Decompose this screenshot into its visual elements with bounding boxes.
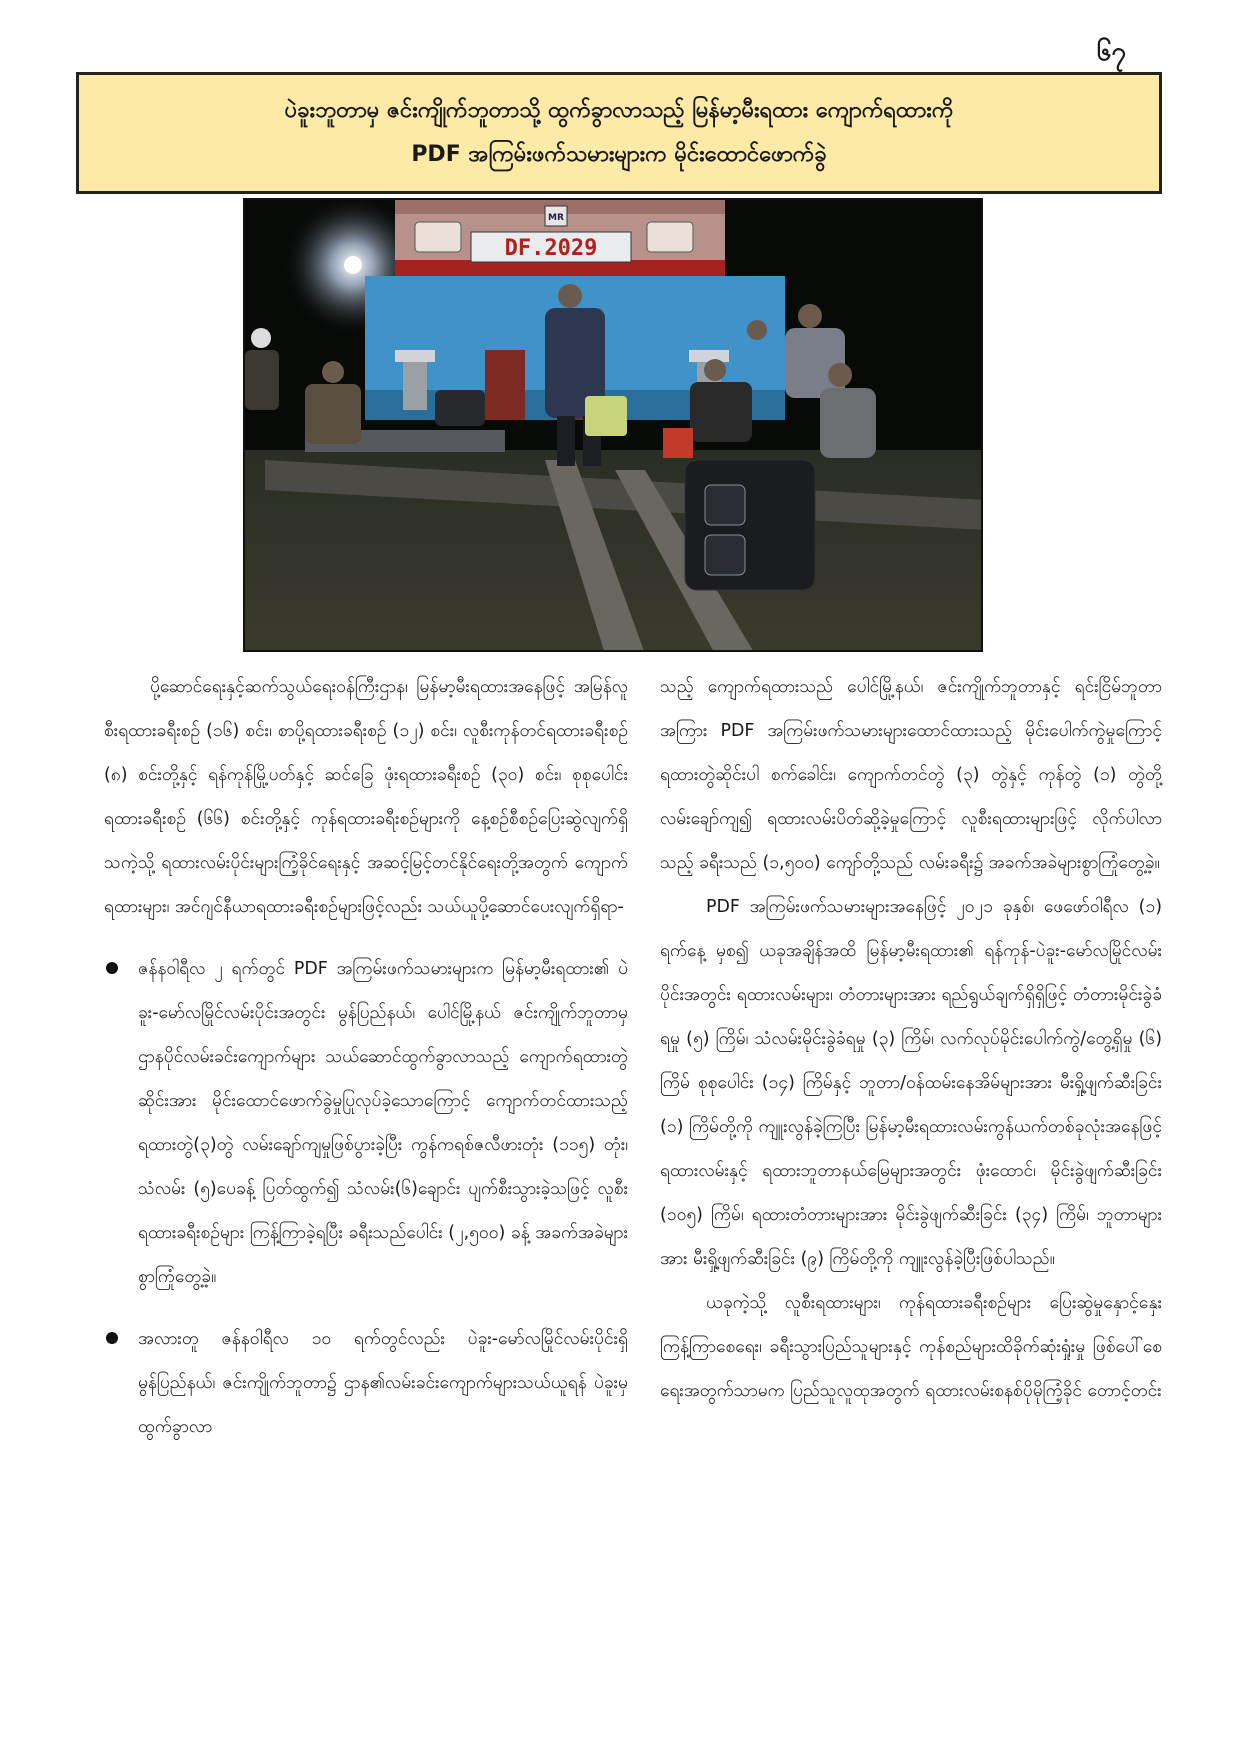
bullet-icon [106,962,118,974]
left-column [104,665,628,1467]
incident-text: ဇန်နဝါရီလ ၂ ရက်တွင် PDF အကြမ်းဖက်သမားများက မြန်မာ့မီးရထား၏ ပဲခူး-မော်လမြိုင်လမ်းပိုင်းအတွင်း မွန်ပြည်နယ်၊ ပေါင်မြို့နယ် ဇင်းကျိုက်ဘူတာမှ ဌာနပိုင်လမ်းခင်းကျောက်များ သယ်ဆောင်ထွက်ခွာလာသည့် ကျောက်ရထားတွဲဆိုင်းအား မိုင်းထောင်ဖောက်ခွဲမှုပြုလုပ်ခဲ့သောကြောင့် ကျောက်တင်ထားသည့် ရထားတွဲ(၃)တွဲ လမ်းချော်ကျမှုဖြစ်ပွားခဲ့ပြီး ကွန်ကရစ်ဇလီဖားတုံး (၁၁၅) တုံး၊ သံလမ်း (၅)ပေခန့် ပြတ်ထွက်၍ သံလမ်း(၆)ချောင်း ပျက်စီးသွားခဲ့သဖြင့် လူစီးရထားခရီးစဉ်များ ကြန့်ကြာခဲ့ရပြီး ခရီးသည်ပေါင်း (၂,၅၀၀) ခန့် အခက်အခဲများစွာကြုံတွေ့ခဲ့။ [138,959,628,1287]
closing-paragraph: ယခုကဲ့သို့ လူစီးရထားများ၊ ကုန်ရထားခရီးစဉ်များ ပြေးဆွဲမှုနှောင့်နှေးကြန့်ကြာစေရေး၊ ခရီးသွားပြည်သူများနှင့် ကုန်စည်များထိခိုက်ဆုံးရှုံးမှု ဖြစ်ပေါ်စေရေးအတွက်သာမက ပြည်သူလူထုအတွက် ရထားလမ်းစနစ်ပိုမိုကြံ့ခိုင် တောင့်တင်း [660,1293,1162,1401]
headline-line-1: ပဲခူးဘူတာမှ ဇင်းကျိုက်ဘူတာသို့ ထွက်ခွာလာသည့် မြန်မာ့မီးရထား ကျောက်ရထားကို [284,98,954,123]
incident-list [104,947,628,1449]
derailed-train-illustration [245,200,983,652]
right-column [660,665,1162,1413]
locomotive-plate: DF.2029 [504,236,598,261]
incident-text: အလားတူ ဇန်နဝါရီလ ၁၀ ရက်တွင်လည်း ပဲခူး-မော်လမြိုင်လမ်းပိုင်းရှိ မွန်ပြည်နယ်၊ ဇင်းကျိုက်ဘူတာ၌ ဌာန၏လမ်းခင်းကျောက်များသယ်ယူရန် ပဲခူးမှ ထွက်ခွာလာ [138,1329,628,1437]
list-item [104,1317,628,1449]
intro-paragraph: ပို့ဆောင်ရေးနှင့်ဆက်သွယ်ရေးဝန်ကြီးဌာန၊ မြန်မာ့မီးရထားအနေဖြင့် အမြန်လူစီးရထားခရီးစဉ် (၁၆) စင်း၊ စာပို့ရထားခရီးစဉ် (၁၂) စင်း၊ လူစီးကုန်တင်ရထားခရီးစဉ် (၈) စင်းတို့နှင့် ရန်ကုန်မြို့ပတ်နှင့် ဆင်ခြေ ဖုံးရထားခရီးစဉ် (၃၀) စင်း၊ စုစုပေါင်း ရထားခရီးစဉ် (၆၆) စင်းတို့နှင့် ကုန်ရထားခရီးစဉ်များကို နေ့စဉ်စီစဉ်ပြေးဆွဲလျက်ရှိသကဲ့သို့ ရထားလမ်းပိုင်းများကြံ့ခိုင်ရေးနှင့် အဆင့်မြင့်တင်နိုင်ရေးတို့အတွက် ကျောက်ရထားများ၊ အင်ဂျင်နီယာရထားခရီးစဉ်များဖြင့်လည်း သယ်ယူပို့ဆောင်ပေးလျက်ရှိရာ- [104,677,628,917]
statistics-paragraph: PDF အကြမ်းဖက်သမားများအနေဖြင့် ၂၀၂၁ ခုနှစ်၊ ဖေဖော်ဝါရီလ (၁) ရက်နေ့ မှစ၍ ယခုအချိန်အထိ မြန်မာ့မီးရထား၏ ရန်ကုန်-ပဲခူး-မော်လမြိုင်လမ်းပိုင်းအတွင်း ရထားလမ်းများ၊ တံတားများအား ရည်ရွယ်ချက်ရှိရှိဖြင့် တံတားမိုင်းခွဲခံရမှု (၅) ကြိမ်၊ သံလမ်းမိုင်းခွဲခံရမှု (၃) ကြိမ်၊ လက်လုပ်မိုင်းပေါက်ကွဲ/တွေ့ရှိမှု (၆) ကြိမ် စုစုပေါင်း (၁၄) ကြိမ်နှင့် ဘူတာ/ဝန်ထမ်းနေအိမ်များအား မီးရှို့ဖျက်ဆီးခြင်း (၁) ကြိမ်တို့ကို ကျူးလွန်ခဲ့ကြပြီး မြန်မာ့မီးရထားလမ်းကွန်ယက်တစ်ခုလုံးအနေဖြင့် ရထားလမ်းနှင့် ရထားဘူတာနယ်မြေများအတွင်း ဖုံးထောင်၊ မိုင်းခွဲဖျက်ဆီးခြင်း (၁၀၅) ကြိမ်၊ ရထားတံတားများအား မိုင်းခွဲဖျက်ဆီးခြင်း (၃၄) ကြိမ်၊ ဘူတာများအား မီးရှို့ဖျက်ဆီးခြင်း (၉) ကြိမ်တို့ကို ကျူးလွန်ခဲ့ပြီးဖြစ်ပါသည်။ [660,897,1162,1269]
continuation-paragraph: သည့် ကျောက်ရထားသည် ပေါင်မြို့နယ်၊ ဇင်းကျိုက်ဘူတာနှင့် ရင်းငြိမ်ဘူတာအကြား PDF အကြမ်းဖက်သမားများထောင်ထားသည့် မိုင်းပေါက်ကွဲမှုကြောင့် ရထားတွဲဆိုင်းပါ စက်ခေါင်း၊ ကျောက်တင်တွဲ (၃) တွဲနှင့် ကုန်တွဲ (၁) တွဲတို့ လမ်းချော်ကျ၍ ရထားလမ်းပိတ်ဆို့ခဲ့မှုကြောင့် လူစီးရထားများဖြင့် လိုက်ပါလာသည့် ခရီးသည် (၁,၅၀၀) ကျော်တို့သည် လမ်းခရီး၌ အခက်အခဲများစွာကြုံတွေ့ခဲ့။ [660,677,1162,873]
headline-line-2: PDF အကြမ်းဖက်သမားများက မိုင်းထောင်ဖောက်ခွဲ [411,142,827,167]
headline-box [76,72,1162,194]
list-item [104,947,628,1299]
news-photo [243,198,983,652]
railway-logo: MR [548,213,564,223]
bullet-icon [106,1332,118,1344]
page-number: ၆၇ [1096,37,1126,67]
